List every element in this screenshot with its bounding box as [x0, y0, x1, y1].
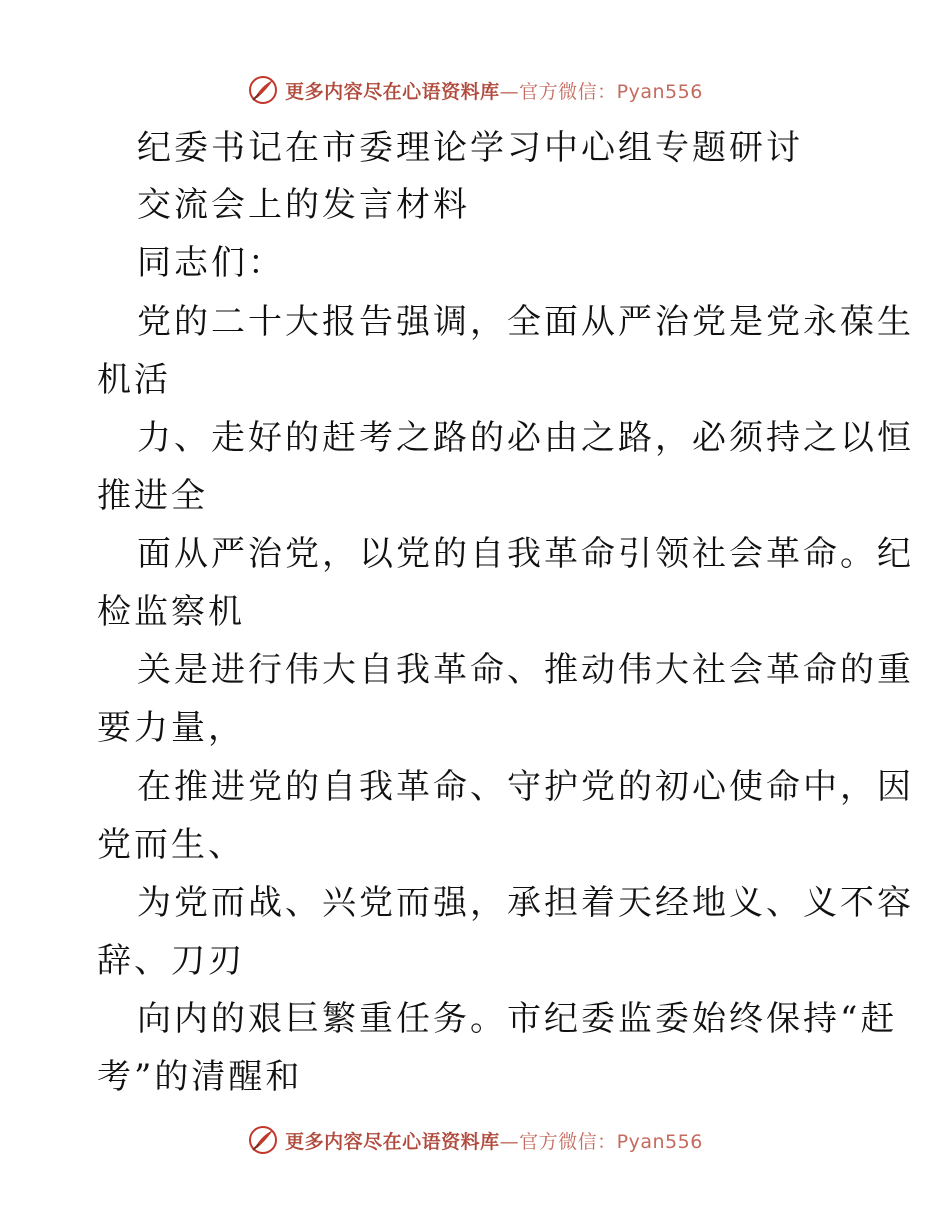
paragraph-line: 向内的艰巨繁重任务。市纪委监委始终保持“赶 — [137, 999, 898, 1039]
paragraph-line: 党而生、 — [97, 825, 245, 865]
paragraph-line: 机活 — [97, 360, 171, 400]
footer-banner — [0, 1120, 950, 1160]
banner-wechat-text: —官方微信：Pyan556 — [499, 1130, 703, 1153]
paragraph-line: 为党而战、兴党而强，承担着天经地义、义不容 — [137, 883, 914, 923]
paragraph-line: 面从严治党，以党的自我革命引领社会革命。纪 — [137, 534, 914, 574]
document-title-line-2: 交流会上的发言材料 — [137, 185, 470, 225]
feather-pen-icon — [247, 74, 279, 106]
paragraph-line: 推进全 — [97, 476, 208, 516]
paragraph-line: 力、走好的赶考之路的必由之路，必须持之以恒 — [137, 418, 914, 458]
paragraph-line: 要力量， — [97, 708, 245, 748]
banner-site-text: 更多内容尽在心语资料库 — [285, 1130, 500, 1153]
paragraph-line: 在推进党的自我革命、守护党的初心使命中，因 — [137, 767, 914, 807]
banner-text — [285, 1127, 703, 1154]
banner-wechat-text: —官方微信：Pyan556 — [499, 80, 703, 103]
paragraph-line: 考”的清醒和 — [97, 1057, 303, 1097]
greeting: 同志们： — [137, 243, 285, 283]
paragraph-line: 辞、刀刃 — [97, 941, 245, 981]
paragraph-line: 检监察机 — [97, 592, 245, 632]
banner-site-text: 更多内容尽在心语资料库 — [285, 80, 500, 103]
header-banner — [0, 70, 950, 110]
banner-text — [285, 77, 703, 104]
paragraph-line: 党的二十大报告强调，全面从严治党是党永葆生 — [137, 302, 914, 342]
paragraph-line: 关是进行伟大自我革命、推动伟大社会革命的重 — [137, 650, 914, 690]
feather-pen-icon — [247, 1124, 279, 1156]
document-title-line-1: 纪委书记在市委理论学习中心组专题研讨 — [137, 128, 803, 168]
